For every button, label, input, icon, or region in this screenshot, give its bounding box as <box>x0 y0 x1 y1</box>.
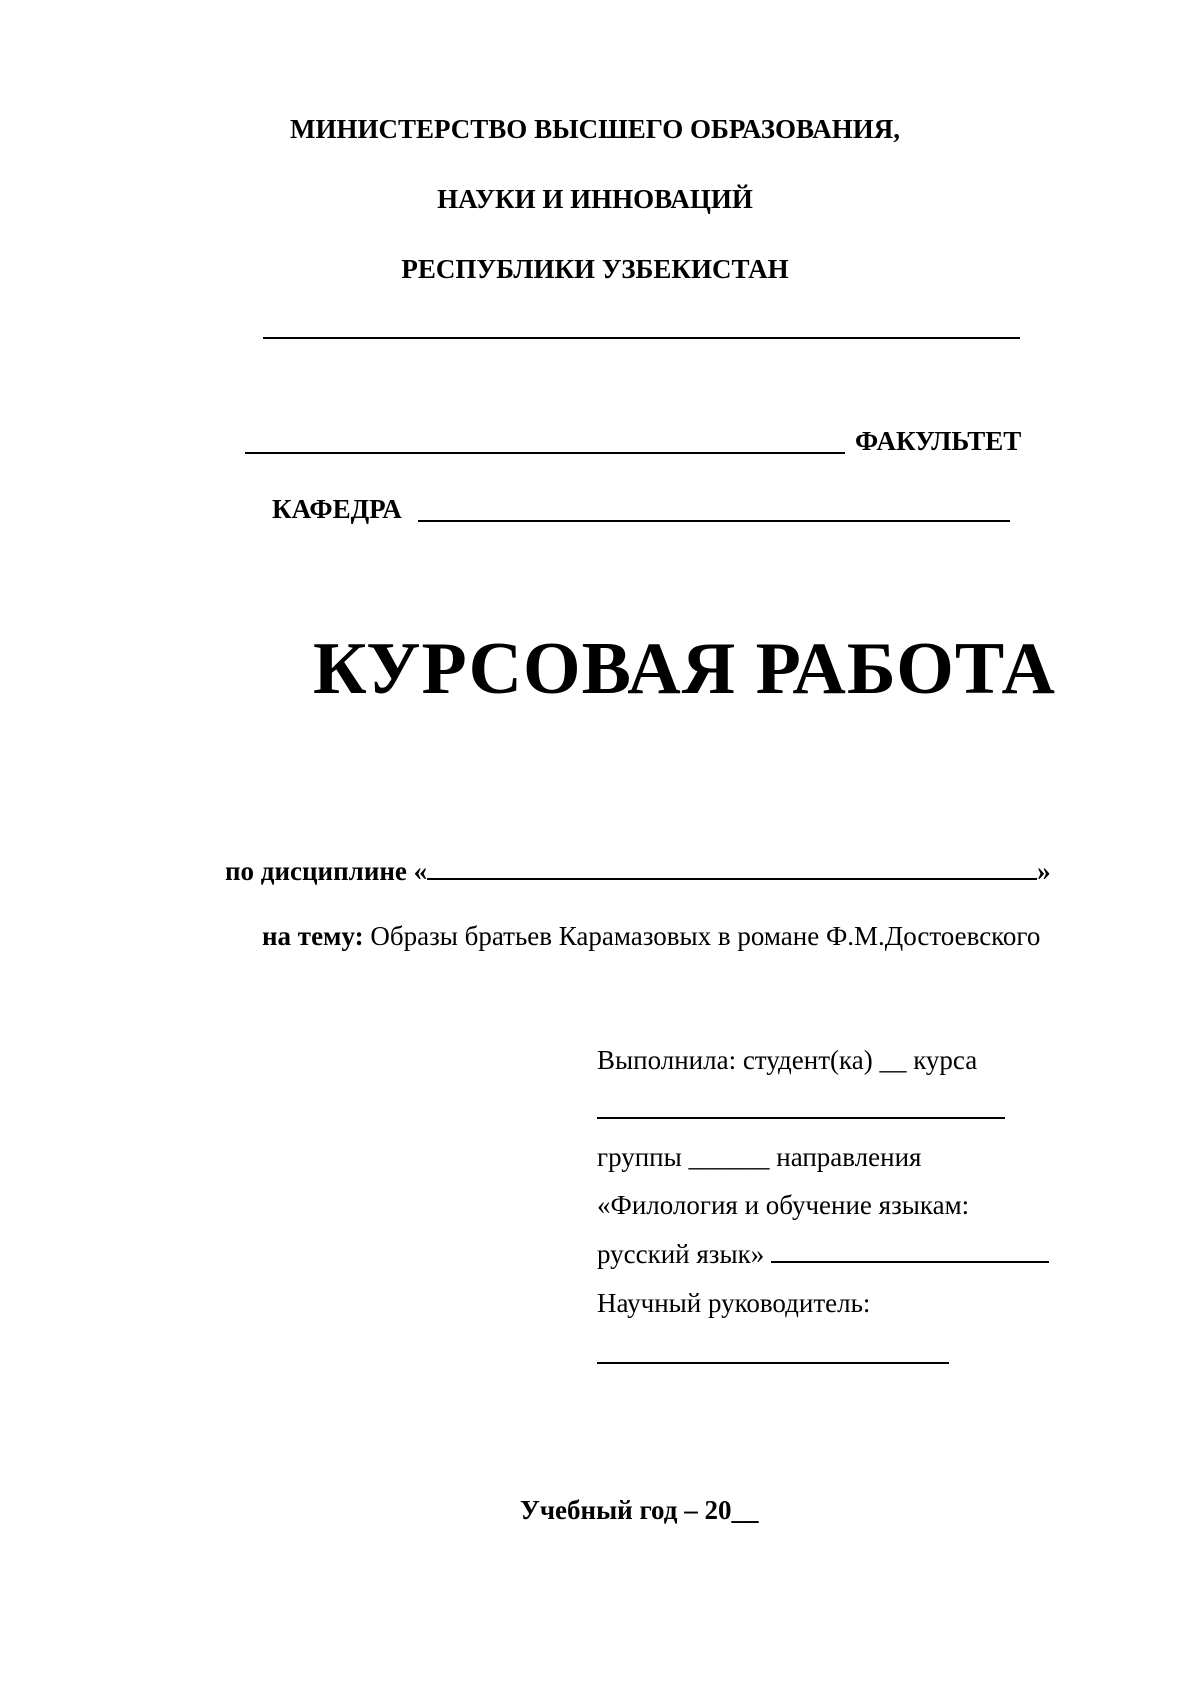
discipline-suffix: » <box>1037 856 1051 886</box>
ministry-line-2: НАУКИ И ИННОВАЦИЙ <box>437 184 753 214</box>
topic-value: Образы братьев Карамазовых в романе Ф.М.Достоевского <box>370 921 1041 951</box>
topic-label: на тему: <box>262 921 364 951</box>
student-name-blank-line <box>597 1117 1005 1119</box>
faculty-label: ФАКУЛЬТЕТ <box>855 426 1022 456</box>
ministry-line-3: РЕСПУБЛИКИ УЗБЕКИСТАН <box>401 254 789 284</box>
department-label: КАФЕДРА <box>272 494 402 524</box>
document-title: КУРСОВАЯ РАБОТА <box>313 628 1056 710</box>
direction-line-1: «Филология и обучение языкам: <box>597 1190 970 1220</box>
discipline-blank-line <box>427 878 1037 880</box>
supervisor-label: Научный руководитель: <box>597 1288 871 1318</box>
direction-blank-line <box>771 1261 1049 1263</box>
group-direction: группы ______ направления <box>597 1142 922 1172</box>
academic-year: Учебный год – 20__ <box>520 1495 759 1525</box>
topic-line <box>262 923 1040 950</box>
performed-by: Выполнила: студент(ка) __ курса <box>597 1045 978 1075</box>
faculty-blank-line <box>245 452 845 454</box>
discipline-prefix: по дисциплине « <box>225 856 428 886</box>
discipline-line <box>225 858 1051 885</box>
department-blank-line <box>418 520 1010 522</box>
direction-text: русский язык» <box>597 1239 765 1269</box>
direction-line-2 <box>597 1241 1049 1268</box>
ministry-line-1: МИНИСТЕРСТВО ВЫСШЕГО ОБРАЗОВАНИЯ, <box>289 114 901 144</box>
supervisor-blank-line <box>597 1362 949 1364</box>
university-blank-line <box>263 337 1020 339</box>
